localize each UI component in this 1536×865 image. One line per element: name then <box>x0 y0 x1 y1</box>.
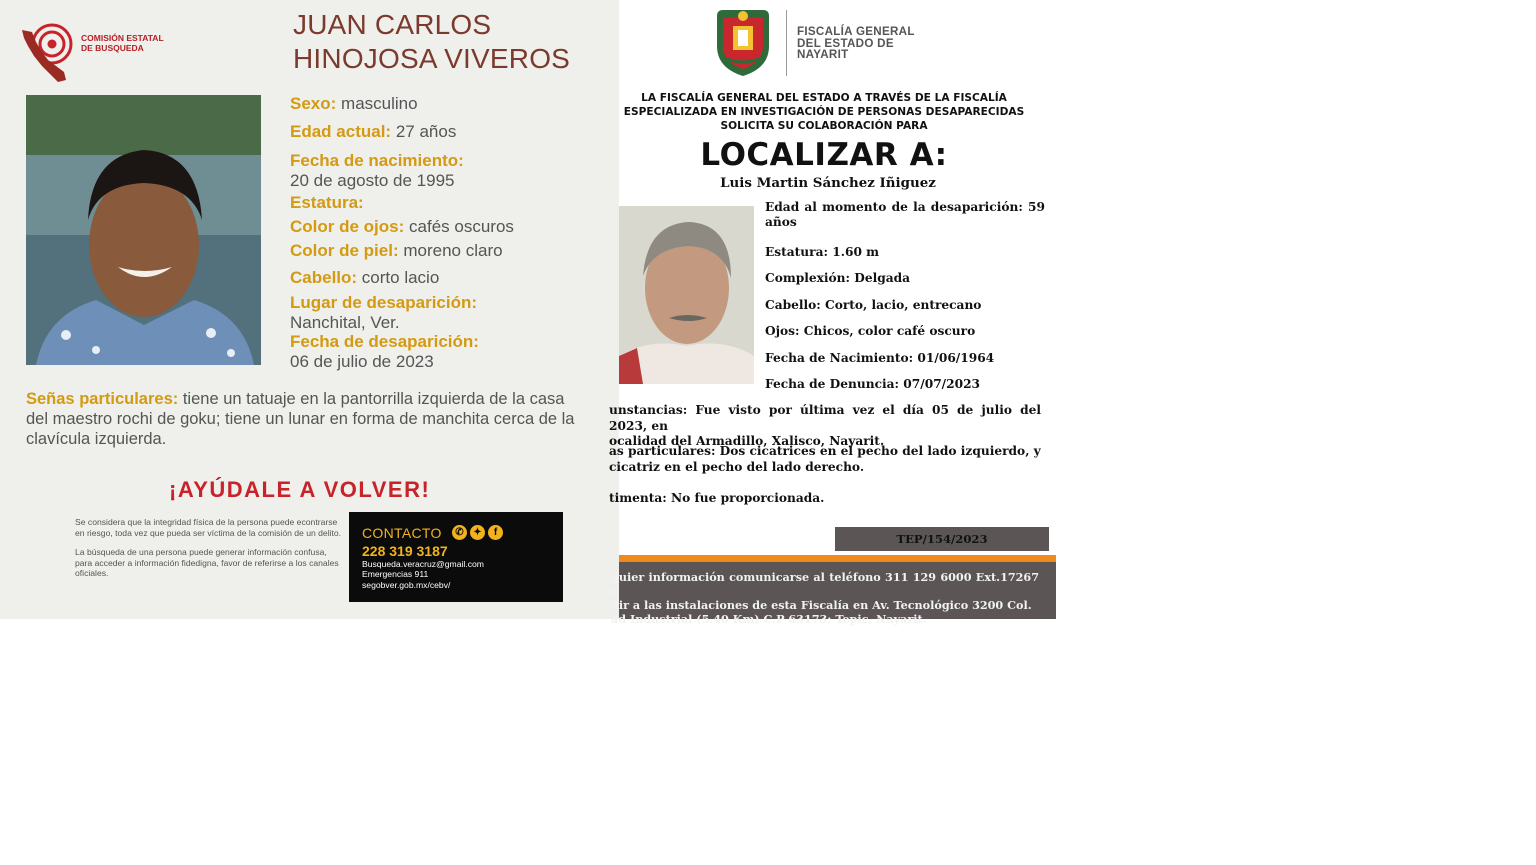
person-name-line2: HINOJOSA VIVEROS <box>293 43 571 74</box>
circumstances-line1: unstancias: Fue visto por última vez el día 05 de julio del 2023, en <box>609 403 1041 433</box>
detail-value: 20 de agosto de 1995 <box>290 171 455 190</box>
detail-label: Color de piel: <box>290 241 399 260</box>
comision-busqueda-logo <box>20 22 190 84</box>
agency-line1: FISCALÍA GENERAL <box>797 25 915 38</box>
detail-sexo <box>290 94 610 114</box>
detail-label: Estatura: <box>765 245 828 259</box>
detail-label: Sexo: <box>290 94 337 113</box>
circumstances <box>609 403 1041 450</box>
distinguishing-marks <box>26 389 586 449</box>
detail-label: Ojos: <box>765 324 800 338</box>
detail-ojos <box>765 324 975 339</box>
agency-line2: DEL ESTADO DE <box>797 36 894 50</box>
person-photo <box>619 206 754 384</box>
contact-emergency: Emergencias 911 <box>362 569 429 580</box>
detail-label: Fecha de desaparición: <box>290 332 479 351</box>
facebook-icon: f <box>488 525 503 540</box>
detail-lugar-desaparicion <box>290 293 610 333</box>
detail-label: Cabello: <box>290 268 358 287</box>
footer-line3: ad Industrial (5.40 Km) C.P 63173; Tepic, Nayarit. <box>611 612 927 626</box>
detail-edad <box>765 200 1045 230</box>
detail-value: Chicos, color café oscuro <box>803 324 976 338</box>
intro-line3: SOLICITA SU COLABORACIÓN PARA <box>720 120 928 132</box>
senas-line2: cicatriz en el pecho del lado derecho. <box>609 459 865 474</box>
detail-value: masculino <box>341 94 418 113</box>
intro-line1: LA FISCALÍA GENERAL DEL ESTADO A TRAVÉS DE LA FISCALÍA <box>641 92 1007 104</box>
org-name <box>81 33 191 53</box>
disclaimer <box>75 517 343 588</box>
circumstances-line2: ocalidad del Armadillo, Xalisco, Nayarit. <box>609 434 885 449</box>
intro-text <box>619 91 1029 133</box>
senas-value: tiene un tatuaje en la pantorrilla izquierda de la casa del maestro rochi de goku; tiene un lunar en forma de manchita cerca de la clavícula izquierda. <box>26 390 575 448</box>
clothing-line: timenta: No fue proporcionada. <box>609 491 825 505</box>
detail-value: 59 años <box>765 200 1045 229</box>
contact-details <box>362 559 484 590</box>
detail-color-piel <box>290 241 610 261</box>
footer-line1: quier información comunicarse al teléfono 311 129 6000 Ext.17267 o <box>611 570 1039 598</box>
detail-color-ojos <box>290 217 610 237</box>
person-name: Luis Martin Sánchez Iñiguez <box>720 175 936 191</box>
footer <box>611 562 1056 626</box>
contact-website: segobver.gob.mx/cebv/ <box>362 579 451 590</box>
file-number: TEP/154/2023 <box>835 527 1049 551</box>
call-to-action: ¡AYÚDALE A VOLVER! <box>169 477 431 502</box>
detail-value: moreno claro <box>403 241 503 260</box>
agency-name <box>797 26 915 61</box>
senas-label: Señas particulares: <box>26 390 179 408</box>
contact-title: CONTACTO <box>362 525 442 541</box>
detail-value: 01/06/1964 <box>917 351 995 365</box>
detail-value: Corto, lacio, entrecano <box>825 298 982 312</box>
detail-label: Cabello: <box>765 298 821 312</box>
detail-edad <box>290 122 610 142</box>
detail-estatura <box>290 193 610 213</box>
detail-value: cafés oscuros <box>409 217 514 236</box>
person-photo <box>26 95 261 365</box>
detail-label: Edad al momento de la desaparición: <box>765 200 1023 214</box>
headline: LOCALIZAR A: <box>700 137 948 173</box>
footer-text <box>611 570 1039 626</box>
contact-icons <box>452 525 503 540</box>
agency-line3: NAYARIT <box>797 48 849 62</box>
detail-label: Fecha de nacimiento: <box>290 151 464 170</box>
detail-value: 27 años <box>395 122 457 141</box>
missing-person-poster-nayarit <box>609 0 1056 626</box>
senas-line1: as particulares: Dos cicatrices en el pecho del lado izquierdo, y <box>609 444 1041 458</box>
detail-label: Fecha de Nacimiento: <box>765 351 914 365</box>
detail-complexion <box>765 271 910 286</box>
detail-value: corto lacio <box>361 268 440 287</box>
header-divider <box>786 10 787 76</box>
detail-label: Color de ojos: <box>290 217 405 236</box>
detail-value: Nanchital, Ver. <box>290 313 400 332</box>
missing-person-poster-veracruz <box>0 0 619 619</box>
phone-icon: ✆ <box>452 525 467 540</box>
state-coat-of-arms-icon <box>711 6 775 78</box>
accent-stripe <box>619 555 1056 562</box>
intro-line2: ESPECIALIZADA EN INVESTIGACIÓN DE PERSONAS DESAPARECIDAS <box>623 106 1025 118</box>
detail-label: Complexión: <box>765 271 851 285</box>
detail-cabello <box>765 298 981 313</box>
contact-email: Busqueda.veracruz@gmail.com <box>362 559 484 569</box>
disclaimer-paragraph-1: Se considera que la integridad física de la persona puede econtrarse en riesgo, toda vez que pueda ser víctima de la comisión de un delito. <box>75 517 342 538</box>
detail-label: Fecha de Denuncia: <box>765 377 900 391</box>
detail-estatura <box>765 245 879 260</box>
detail-value: Delgada <box>854 271 911 285</box>
detail-fecha-desaparicion <box>290 332 610 372</box>
detail-fecha-denuncia <box>765 377 980 392</box>
detail-label: Estatura: <box>290 193 364 212</box>
detail-value: 06 de julio de 2023 <box>290 352 434 371</box>
detail-value: 1.60 m <box>832 245 880 259</box>
distinguishing-marks <box>609 444 1041 475</box>
org-name-line2: DE BUSQUEDA <box>81 43 144 53</box>
contact-phone: 228 319 3187 <box>362 543 448 559</box>
clothing <box>609 491 1041 507</box>
location-pin-icon <box>20 22 80 84</box>
detail-fecha-nacimiento <box>765 351 994 366</box>
person-name <box>293 8 613 76</box>
detail-label: Edad actual: <box>290 122 392 141</box>
twitter-icon: ✦ <box>470 525 485 540</box>
disclaimer-paragraph-2: La búsqueda de una persona puede generar información confusa, para acceder a información fidedigna, favor de referirse a los canales oficiales. <box>75 547 339 579</box>
footer-line2: dir a las instalaciones de esta Fiscalía en Av. Tecnológico 3200 Col. <box>611 598 1032 612</box>
detail-label: Lugar de desaparición: <box>290 293 478 312</box>
org-name-line1: COMISIÓN ESTATAL <box>81 33 164 43</box>
detail-fecha-nacimiento <box>290 151 610 191</box>
detail-cabello <box>290 268 610 288</box>
person-name-line1: JUAN CARLOS <box>293 9 492 40</box>
contact-box <box>349 512 563 602</box>
detail-value: 07/07/2023 <box>903 377 981 391</box>
